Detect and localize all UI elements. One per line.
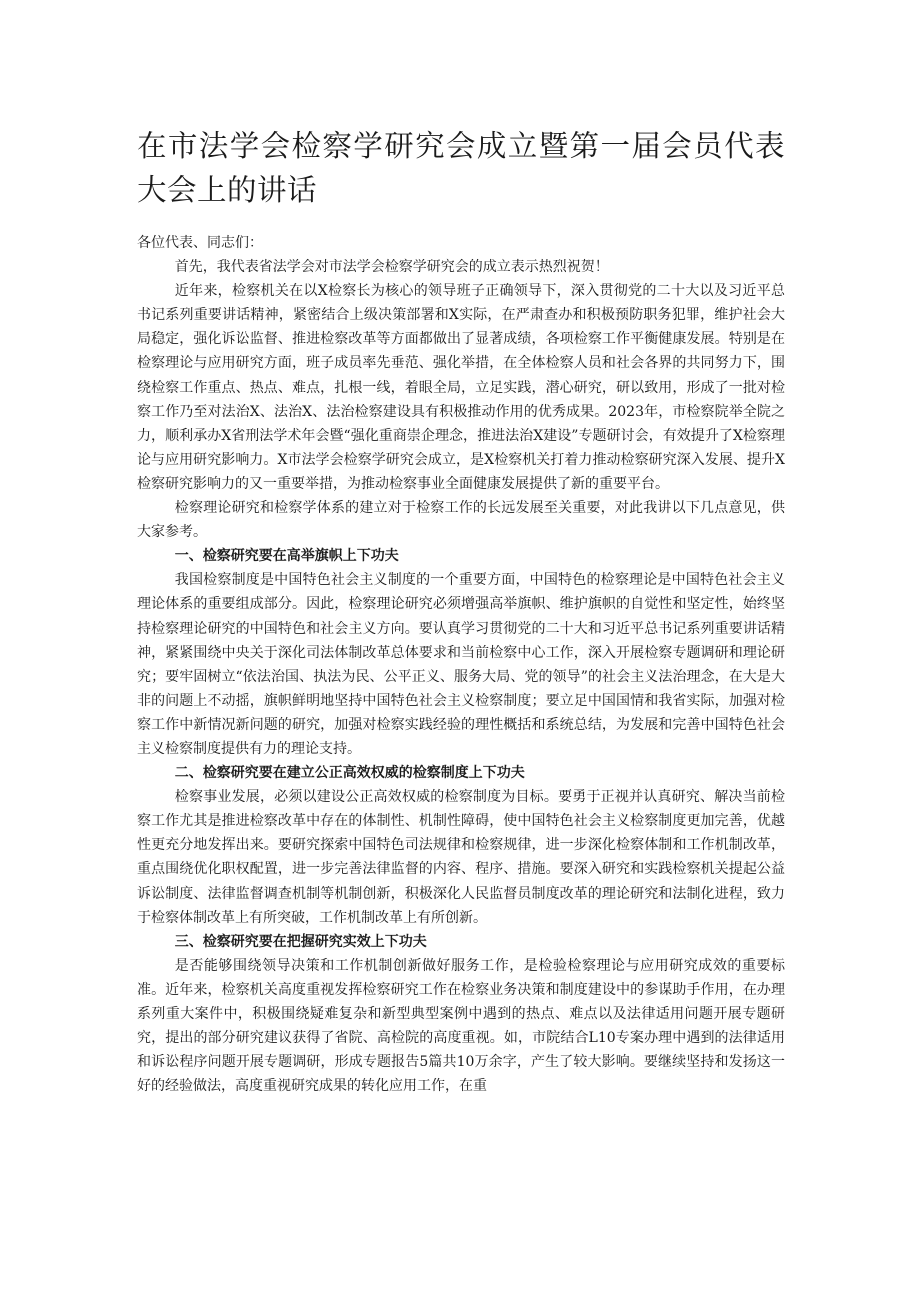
paragraph-intro-opinions: 检察理论研究和检察学体系的建立对于检察工作的长远发展至关重要，对此我讲以下几点意见，供大家参考。 — [137, 500, 785, 541]
section-heading-2: 二、检察研究要在建立公正高效权威的检察制度上下功夫 — [174, 765, 525, 782]
section-heading-3: 三、检察研究要在把握研究实效上下功夫 — [174, 933, 427, 950]
document-title: 在市法学会检察学研究会成立暨第一届会员代表大会上的讲话 — [137, 129, 785, 207]
paragraph-congratulation: 首先，我代表省法学会对市法学会检察学研究会的成立表示热烈祝贺！ — [174, 259, 609, 276]
paragraph-achievements: 近年来，检察机关在以X检察长为核心的领导班子正确领导下，深入贯彻党的二十大以及习近平总书记系列重要讲话精神，紧密结合上级决策部署和X实际，在严肃查办和积极预防职务犯罪，维护社会大局稳定，强化诉讼监督、推进检察改革等方面都做出了显著成绩，各项检察工作平衡健康发展。特别是在检察理论与应用研究方面，班子成员率先垂范、强化举措，在全体检察人员和社会各界的共同努力下，围绕检察工作重点、热点、难点，扎根一线，着眼全局，立足实践，潜心研究，研以致用，形成了一批对检察工作乃至对法治X、法治X、法治检察建设具有积极推动作用的优秀成果。2023年，市检察院举全院之力，顺利承办X省刑法学术年会暨“强化重商崇企理念，推进法治X建设”专题研讨会，有效提升了X检察理论与应用研究影响力。X市法学会检察学研究会成立，是X检察机关打着力推动检察研究深入发展、提升X检察研究影响力的又一重要举措，为推动检察事业全面健康发展提供了新的重要平台。 — [137, 283, 785, 492]
document-page — [137, 124, 785, 1098]
section-paragraph-2: 检察事业发展，必须以建设公正高效权威的检察制度为目标。要勇于正视并认真研究、解决当前检察工作尤其是推进检察改革中存在的体制性、机制性障碍，使中国特色社会主义检察制度更加完善，优越性更充分地发挥出来。要研究探索中国特色司法规律和检察规律，进一步深化检察体制和工作机制改革，重点围绕优化职权配置，进一步完善法律监督的内容、程序、措施。要深入研究和实践检察机关提起公益诉讼制度、法律监督调查机制等机制创新，积极深化人民监督员制度改革的理论研究和法制化进程，致力于检察体制改革上有所突破，工作机制改革上有所创新。 — [137, 789, 785, 926]
section-heading-1: 一、检察研究要在高举旗帜上下功夫 — [174, 548, 399, 565]
section-paragraph-3: 是否能够围绕领导决策和工作机制创新做好服务工作，是检验检察理论与应用研究成效的重要标准。近年来，检察机关高度重视发挥检察研究工作在检察业务决策和制度建设中的参谋助手作用，在办理系列重大案件中，积极围绕疑难复杂和新型典型案例中遇到的热点、难点以及法律适用问题开展专题研究，提出的部分研究建议获得了省院、高检院的高度重视。如，市院结合L10专案办理中遇到的法律适用和诉讼程序问题开展专题调研，形成专题报告5篇共10万余字，产生了较大影响。要继续坚持和发扬这一好的经验做法，高度重视研究成果的转化应用工作，在重 — [137, 957, 785, 1095]
salutation: 各位代表、同志们： — [137, 235, 263, 251]
section-paragraph-1: 我国检察制度是中国特色社会主义制度的一个重要方面，中国特色的检察理论是中国特色社会主义理论体系的重要组成部分。因此，检察理论研究必须增强高举旗帜、维护旗帜的自觉性和坚定性，始终坚持检察理论研究的中国特色和社会主义方向。要认真学习贯彻党的二十大和习近平总书记系列重要讲话精神，紧紧围绕中央关于深化司法体制改革总体要求和当前检察中心工作，深入开展检察专题调研和理论研究；要牢固树立“依法治国、执法为民、公平正义、服务大局、党的领导”的社会主义法治理念，在大是大非的问题上不动摇，旗帜鲜明地坚持中国特色社会主义检察制度；要立足中国国情和我省实际，加强对检察工作中新情况新问题的研究，加强对检察实践经验的理性概括和系统总结，为发展和完善中国特色社会主义检察制度提供有力的理论支持。 — [137, 572, 785, 757]
document-body — [137, 231, 785, 1098]
